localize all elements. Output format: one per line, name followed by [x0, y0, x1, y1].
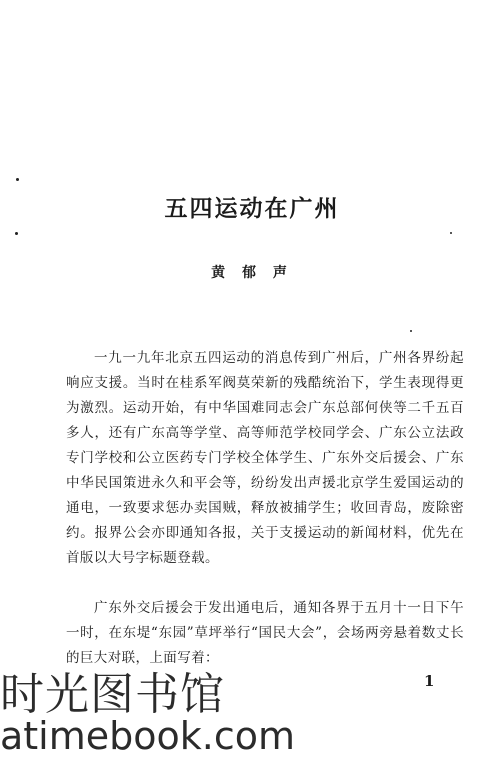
scan-speck — [410, 330, 412, 332]
paragraph-1: 一九一九年北京五四运动的消息传到广州后，广州各界纷起响应支援。当时在桂系军阀莫荣新的残酷统治下，学生表现得更为激烈。运动开始，有中华国难同志会广东总部何侠等二千五百多人，还有广东高等学堂、高等师范学校同学会、广东公立法政专门学校和公立医药专门学校全体学生、广东外交后援会、广东中华民国策进永久和平会等，纷纷发出声援北京学生爱国运动的通电，一致要求惩办卖国贼，释放被捕学生；收回青岛，废除密约。报界公会亦即通知各报，关于支援运动的新闻材料，优先在首版以大号字标题登载。 — [66, 350, 464, 566]
scan-speck — [15, 232, 18, 235]
scan-speck — [16, 178, 19, 181]
article-author: 黄 郁 声 — [211, 265, 293, 281]
article-title: 五四运动在广州 — [164, 195, 340, 222]
watermark-url: atimebook.com — [0, 714, 296, 758]
paragraph-2: 广东外交后援会于发出通电后，通知各界于五月十一日下午一时，在东堤“东园”草坪举行“国民大会”，会场两旁悬着数丈长的巨大对联，上面写着： — [66, 600, 464, 666]
scan-speck — [450, 232, 452, 234]
watermark-chinese: 时光图书馆 — [0, 669, 225, 720]
page-number: 1 — [424, 672, 435, 690]
